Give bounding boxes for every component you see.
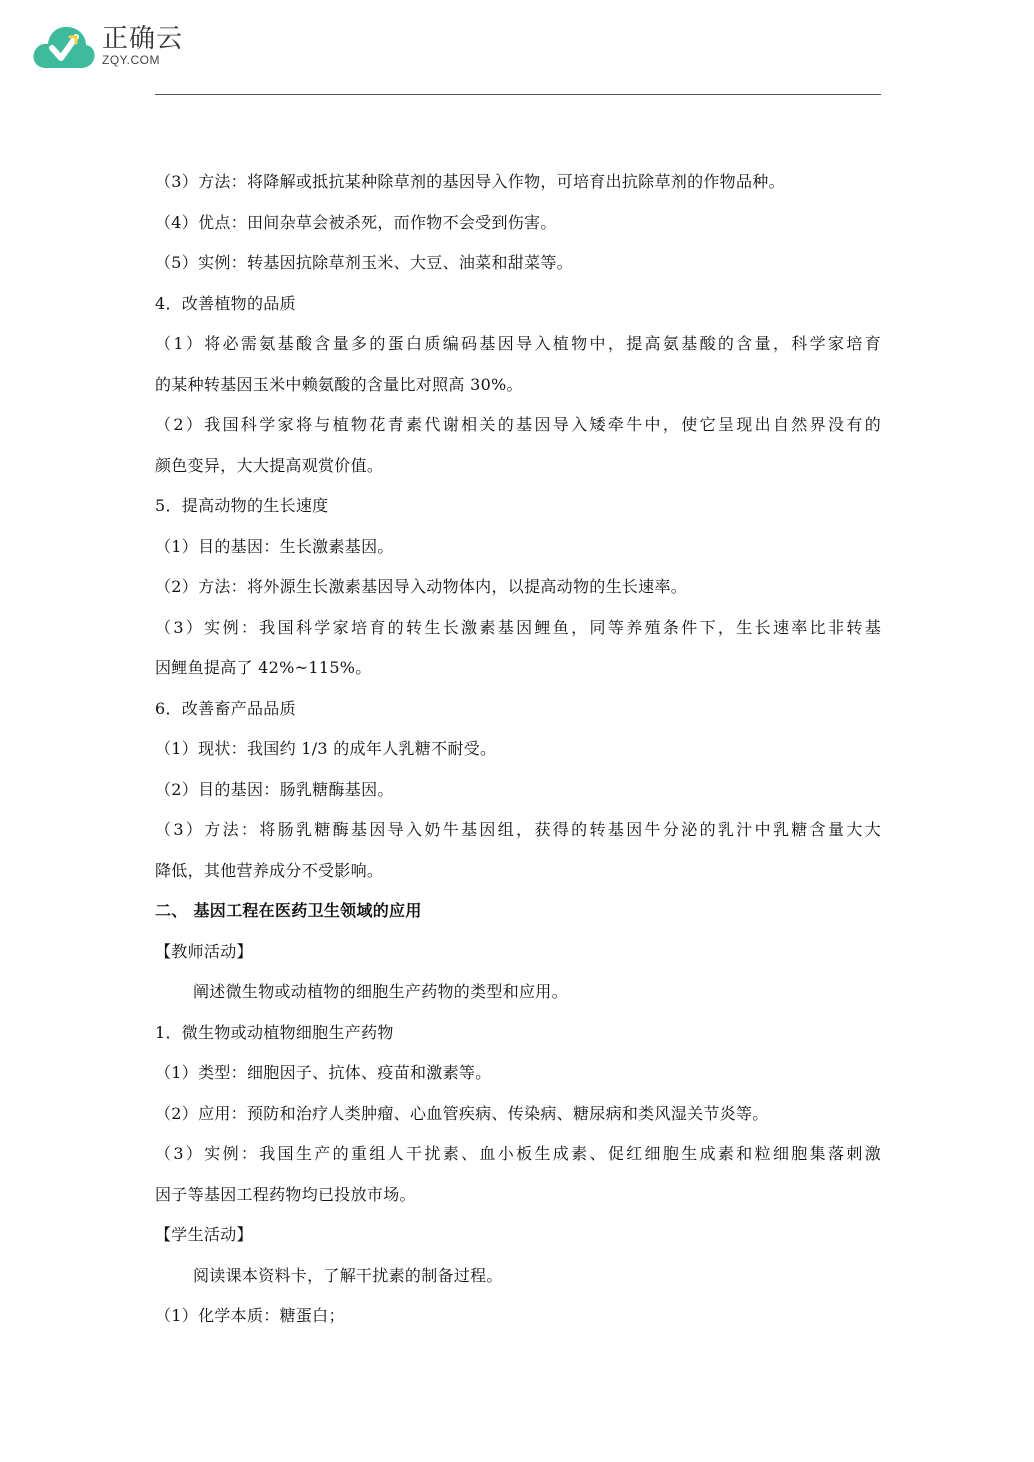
text-line: 阐述微生物或动植物的细胞生产药物的类型和应用。	[193, 982, 568, 1001]
text-line: 因鲤鱼提高了 42%~115%。	[155, 658, 372, 677]
text-line: 降低，其他营养成分不受影响。	[155, 860, 384, 880]
text-line: 4．改善植物的品质	[155, 293, 296, 313]
text-line: 1．微生物或动植物细胞生产药物	[155, 1022, 394, 1042]
cloud-check-icon	[30, 18, 96, 74]
text-line: （1）类型：细胞因子、抗体、疫苗和激素等。	[155, 1063, 492, 1082]
text-line: 【教师活动】	[155, 941, 253, 961]
text-line: （1）化学本质：糖蛋白；	[155, 1306, 345, 1325]
brand-name: 正确云	[102, 24, 184, 54]
text-line: 颜色变异，大大提高观赏价值。	[155, 455, 384, 475]
text-line: （5）实例：转基因抗除草剂玉米、大豆、油菜和甜菜等。	[155, 253, 573, 272]
text-line: 6．改善畜产品品质	[155, 698, 296, 718]
text-line: （3）实例：我国科学家培育的转生长激素基因鲤鱼，同等养殖条件下，生长速率比非转基	[155, 617, 881, 637]
brand-logo	[30, 18, 183, 74]
text-line: （3）方法：将降解或抵抗某种除草剂的基因导入作物，可培育出抗除草剂的作物品种。	[155, 172, 785, 191]
text-line: （1）现状：我国约 1/3 的成年人乳糖不耐受。	[155, 739, 497, 758]
text-line: 5．提高动物的生长速度	[155, 496, 329, 515]
text-line: （2）应用：预防和治疗人类肿瘤、心血管疾病、传染病、糖尿病和类风湿关节炎等。	[155, 1103, 769, 1123]
text-line: （1）将必需氨基酸含量多的蛋白质编码基因导入植物中，提高氨基酸的含量，科学家培育	[155, 334, 881, 353]
text-line: 【学生活动】	[155, 1225, 253, 1244]
brand-domain: ZQY.COM	[102, 53, 160, 67]
document-body	[155, 162, 881, 1337]
text-line: （1）目的基因：生长激素基因。	[155, 536, 394, 556]
section-heading: 二、 基因工程在医药卫生领域的应用	[155, 901, 422, 920]
text-line: （3）方法：将肠乳糖酶基因导入奶牛基因组，获得的转基因牛分泌的乳汁中乳糖含量大大	[155, 820, 881, 839]
text-line: 的某种转基因玉米中赖氨酸的含量比对照高 30%。	[155, 374, 523, 394]
text-line: （2）我国科学家将与植物花青素代谢相关的基因导入矮牵牛中，使它呈现出自然界没有的	[155, 415, 881, 434]
text-line: 阅读课本资料卡，了解干扰素的制备过程。	[193, 1265, 503, 1285]
header-divider	[155, 94, 881, 95]
text-line: （3）实例：我国生产的重组人干扰素、血小板生成素、促红细胞生成素和粒细胞集落刺激	[155, 1144, 881, 1163]
text-line: （2）目的基因：肠乳糖酶基因。	[155, 779, 394, 799]
text-line: （2）方法：将外源生长激素基因导入动物体内，以提高动物的生长速率。	[155, 577, 688, 596]
text-line: 因子等基因工程药物均已投放市场。	[155, 1184, 416, 1204]
text-line: （4）优点：田间杂草会被杀死，而作物不会受到伤害。	[155, 212, 557, 232]
